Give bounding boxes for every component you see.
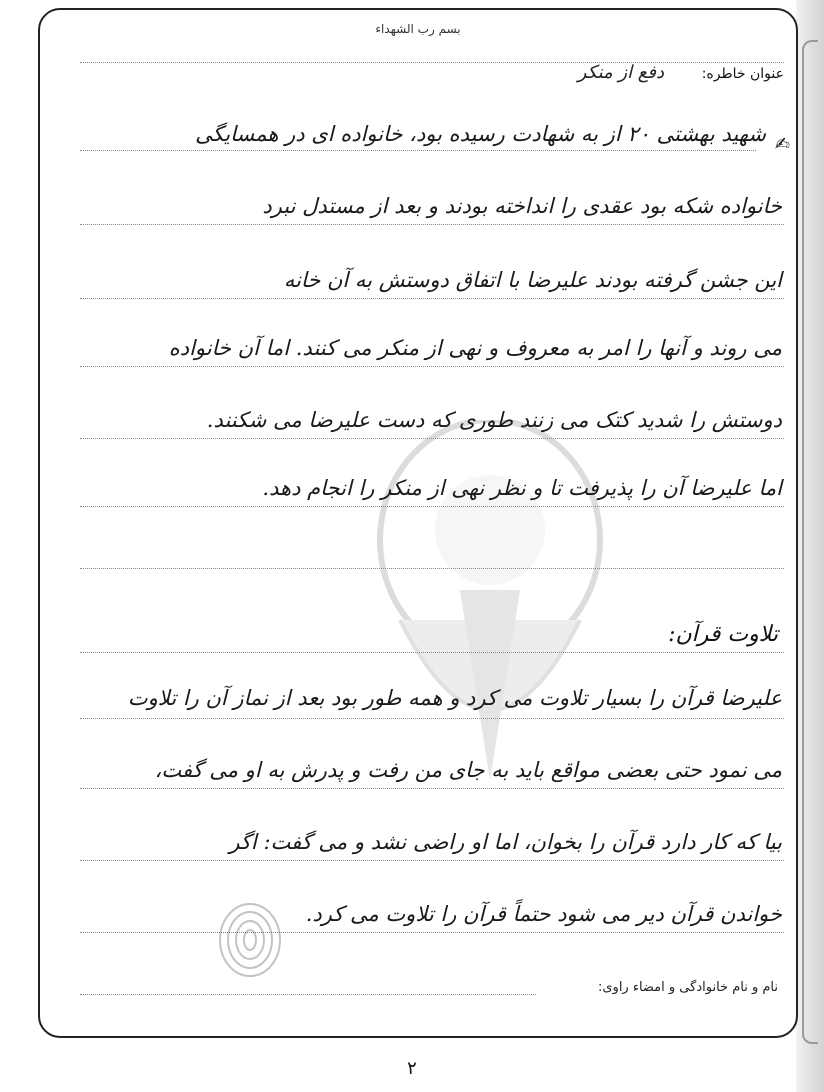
text-line: خواندن قرآن دیر می شود حتماً قرآن را تلاوت می کرد. bbox=[305, 902, 782, 926]
fingerprint-mark bbox=[210, 900, 290, 980]
narrator-signature-label: نام و نام خانوادگی و امضاء راوی: bbox=[597, 980, 778, 995]
memoir-title-label: عنوان خاطره: bbox=[701, 66, 784, 82]
text-line: می روند و آنها را امر به معروف و نهی از منکر می کنند. اما آن خانواده bbox=[168, 336, 782, 360]
text-line: می نمود حتی بعضی مواقع باید به جای من رفت و پدرش به او می گفت، bbox=[154, 758, 782, 782]
text-line: خانواده شکه بود عقدی را انداخته بودند و بعد از مستدل نبرد bbox=[262, 194, 782, 218]
memoir-title-row bbox=[80, 62, 784, 92]
pen-icon: ✍ bbox=[774, 134, 790, 155]
text-line: بیا که کار دارد قرآن را بخوان، اما او راضی نشد و می گفت: اگر bbox=[229, 830, 782, 854]
text-line: علیرضا قرآن را بسیار تلاوت می کرد و همه طور بود بعد از نماز آن را تلاوت bbox=[127, 686, 782, 710]
page-number: ۲ bbox=[407, 1058, 417, 1079]
notebook-page bbox=[38, 8, 798, 1038]
text-line: این جشن گرفته بودند علیرضا با اتفاق دوستش به آن خانه bbox=[283, 268, 782, 292]
text-line: شهید بهشتی ۲۰ از به شهادت رسیده بود، خانواده ای در همسایگی bbox=[195, 122, 766, 146]
text-line: اما علیرضا آن را پذیرفت تا و نظر نهی از منکر را انجام دهد. bbox=[262, 476, 782, 500]
text-line: دوستش را شدید کتک می زنند طوری که دست علیرضا می شکنند. bbox=[206, 408, 782, 432]
memoir-title-value: دفع از منکر bbox=[577, 62, 664, 83]
section-heading: تلاوت قرآن: bbox=[668, 622, 778, 647]
page-header: بسم رب الشهداء bbox=[375, 22, 461, 36]
scan-edge bbox=[796, 0, 824, 1092]
